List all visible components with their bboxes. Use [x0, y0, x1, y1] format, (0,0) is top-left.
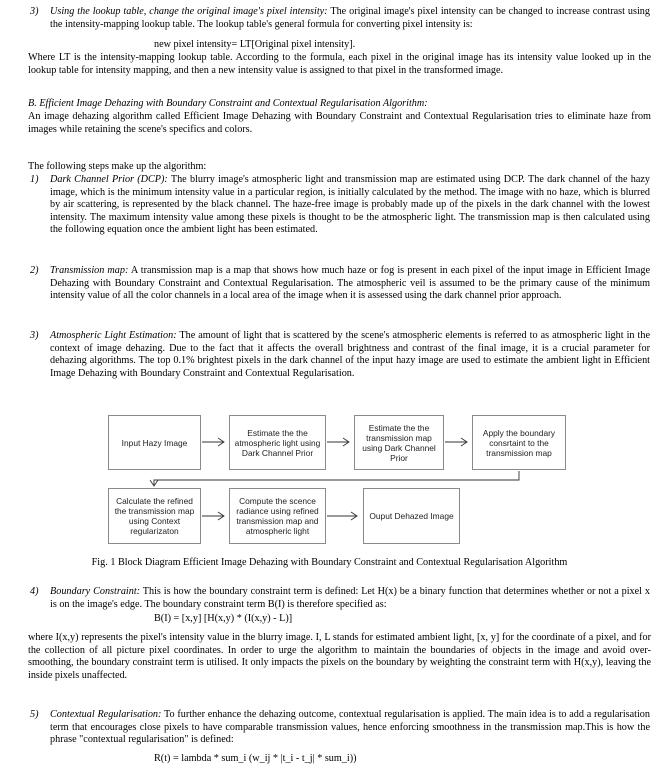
item-heading: Using the lookup table, change the original image's pixel intensity: [50, 6, 328, 17]
figure-caption: Fig. 1 Block Diagram Efficient Image Dehazing with Boundary Constraint and Contextual Regularisation Algorithm [91, 557, 568, 568]
item-body: The amount of light that is scattered by the scene's atmospheric elements is referred to as atmospheric light in the context of image dehazing. Due to the fact that it affects the overall brightness and contrast of the final image, it is a crucial parameter for dehazing algorithms. The top 0.1% brightest pixels in the dark channel of the input hazy image are used to estimate the ambient light in Efficient Image Dehazing with Boundary Constraint and Contextual Regularisation. [50, 330, 650, 379]
box-apply-boundary-constraint: Apply the boundary consrtaint to the transmission map [472, 415, 566, 470]
item-heading: Boundary Constraint: [50, 586, 141, 597]
item-number: 3) [30, 330, 39, 341]
steps-intro: The following steps make up the algorithm: [28, 161, 207, 172]
paragraph-lookup-explanation: Where LT is the intensity-mapping lookup table. According to the formula, each pixel in the original image has its intensity value looked up in the lookup table for intensity mapping, and then a new intensity value is assigned to that pixel in the transformed image. [28, 52, 651, 76]
box-estimate-transmission-map: Estimate the the transmission map using Dark Channel Prior [354, 415, 444, 470]
item-body: To further enhance the dehazing outcome, contextual regularisation is applied. The main idea is to add a regularisation term that encourages close pixels to have comparable transmission values, hence enforcing smoothness in the transmission map.This is how the phrase "contextual regularisation" is defined: [50, 709, 650, 746]
section-intro: An image dehazing algorithm called Efficient Image Dehazing with Boundary Constraint and Contextual Regularisation tries to eliminate haze from images while retaining the scene's specifics and colors. [28, 111, 651, 135]
item-body: This is how the boundary constraint term is defined: Let H(x) be a binary function that determines whether or not a pixel x is on the image's edge. The boundary constraint term B(I) is therefore specified as: [50, 586, 650, 610]
item-number: 1) [30, 174, 39, 185]
item-number: 4) [30, 586, 39, 597]
item-heading: Contextual Regularisation: [50, 709, 162, 720]
item-number: 3) [30, 6, 39, 17]
box-estimate-atmospheric-light: Estimate the the atmospheric light using Dark Channel Prior [229, 415, 326, 470]
section-heading: B. Efficient Image Dehazing with Boundary Constraint and Contextual Regularisation Algorithm: [28, 98, 428, 109]
item-text [50, 709, 650, 747]
item-number: 2) [30, 265, 39, 276]
item-body: The blurry image's atmospheric light and transmission map are estimated using DCP. The dark channel of the hazy image, which is the minimum intensity value in a particular region, is initially calculated by the method. The image with no haze, which is blurred by air scattering, is represented by the black channel. The haze-free image is probably made up of the pixels in the dark channel with the lowest intensity. The maximum intensity value among these pixels is thought to be the atmospheric light. The transmission map is then calculated using the following equation once the ambient light has been estimated. [50, 174, 650, 236]
box-calculate-refined-map: Calculate the refined the transmission map using Context regularizaton [108, 488, 201, 544]
item-body: A transmission map is a map that shows how much haze or fog is present in each pixel of the input image in Efficient Image Dehazing with Boundary Constraint and Contextual Regularisation. The atmospheric veil is assumed to be the primary cause of the minimum intensity value of all the color channels in a local area of the image when it is assessed using the dark channel prior approach. [50, 265, 650, 302]
item-heading: Transmission map: [50, 265, 129, 276]
item-text [50, 586, 650, 611]
item-number: 5) [30, 709, 39, 720]
item-body: The original image's pixel intensity can be changed to increase contrast using the intensity-mapping lookup table. The lookup table's general formula for converting pixel intensity is: [50, 6, 650, 30]
box-input-hazy-image: Input Hazy Image [108, 415, 201, 470]
equation-contextual: R(t) = lambda * sum_i (w_ij * |t_i - t_j| * sum_i)) [154, 753, 357, 764]
equation-lookup: new pixel intensity= LT[Original pixel intensity]. [154, 39, 356, 50]
item-heading: Dark Channel Prior (DCP): [50, 174, 168, 185]
item-heading: Atmospheric Light Estimation: [50, 330, 177, 341]
equation-boundary: B(I) = [x,y] [H(x,y) * (I(x,y) - L)] [154, 613, 293, 624]
box-compute-scene-radiance: Compute the scence radiance using refined transmission map and atmospheric light [229, 488, 326, 544]
arrow-4-to-5 [154, 471, 519, 485]
paragraph-boundary-explanation: where I(x,y) represents the pixel's intensity value in the blurry image. I, L stands for estimated ambient light, [x, y] for the coordinate of a pixel, and for the collection of all picture pixel coordinates. In order to urge the algorithm to maintain the boundaries of objects in the image and avoid over-smoothing, the boundary constraint term is utilised. It only impacts the pixels on the boundary by weighting the constraint term with H(x,y), leaving the inside pixels unaffected. [28, 632, 651, 681]
box-output-dehazed-image: Ouput Dehazed Image [363, 488, 460, 544]
